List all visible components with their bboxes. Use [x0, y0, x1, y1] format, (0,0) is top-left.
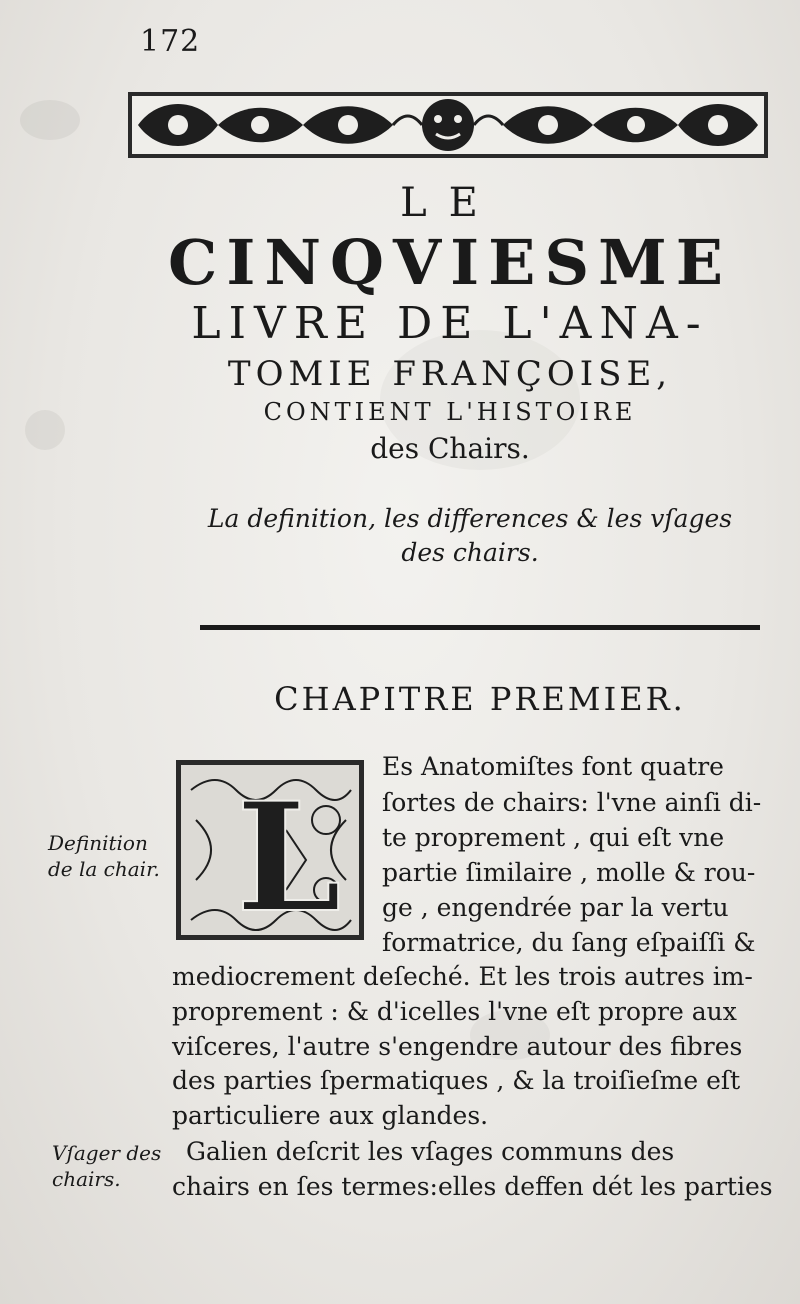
dropcap-letter: L	[236, 770, 342, 940]
margin-note-definition	[48, 830, 160, 882]
body-line-7: mediocrement deſeché. Et les trois autres im-	[172, 962, 753, 991]
margin-note-line: de la chair.	[48, 857, 160, 881]
body-line-4: partie ſimilaire , molle & rou-	[382, 858, 756, 887]
body-line-2: ſortes de chairs: l'vne ainſi di-	[382, 788, 762, 817]
body-line-6: formatrice, du ſang eſpaiſſi &	[382, 928, 756, 957]
decorated-initial-l	[176, 760, 364, 940]
body-line-10: des parties ſpermatiques , & la troiſieſme eſt	[172, 1066, 741, 1095]
title-line-3: LIVRE DE L'ANA-	[191, 298, 709, 349]
body-line-13: chairs en ſes termes:elles deffen dét les parties	[172, 1172, 773, 1201]
subtitle-line-2: des chairs.	[401, 538, 539, 567]
title-line-2: CINQVIESME	[167, 226, 733, 299]
page-number: 172	[140, 24, 201, 59]
margin-note-usages	[52, 1140, 161, 1192]
ornamental-headpiece	[128, 92, 768, 158]
title-line-5: CONTIENT L'HISTOIRE	[263, 398, 637, 426]
chapter-heading: CHAPITRE PREMIER.	[274, 680, 686, 718]
paper-stain	[25, 410, 65, 450]
body-line-11: particuliere aux glandes.	[172, 1101, 489, 1130]
horizontal-rule	[200, 625, 760, 630]
title-line-1: LE	[400, 180, 500, 226]
subtitle-line-1: La definition, les differences & les vſages	[207, 504, 733, 533]
body-line-12: Galien deſcrit les vſages communs des	[186, 1137, 675, 1166]
body-line-5: ge , engendrée par la vertu	[382, 893, 729, 922]
margin-note-line: chairs.	[52, 1167, 121, 1191]
body-line-3: te proprement , qui eſt vne	[382, 823, 725, 852]
title-line-4: TOMIE FRANÇOISE,	[227, 354, 673, 394]
body-line-9: viſceres, l'autre s'engendre autour des fibres	[172, 1032, 743, 1061]
title-line-6: des Chairs.	[370, 432, 530, 465]
paper-stain	[20, 100, 80, 140]
margin-note-line: Definition	[48, 831, 148, 855]
margin-note-line: Vſager des	[52, 1141, 162, 1165]
body-line-8: proprement : & d'icelles l'vne eſt propre aux	[172, 997, 737, 1026]
chapter-subtitle	[190, 502, 750, 570]
body-line-1: Es Anatomiſtes font quatre	[382, 752, 724, 781]
